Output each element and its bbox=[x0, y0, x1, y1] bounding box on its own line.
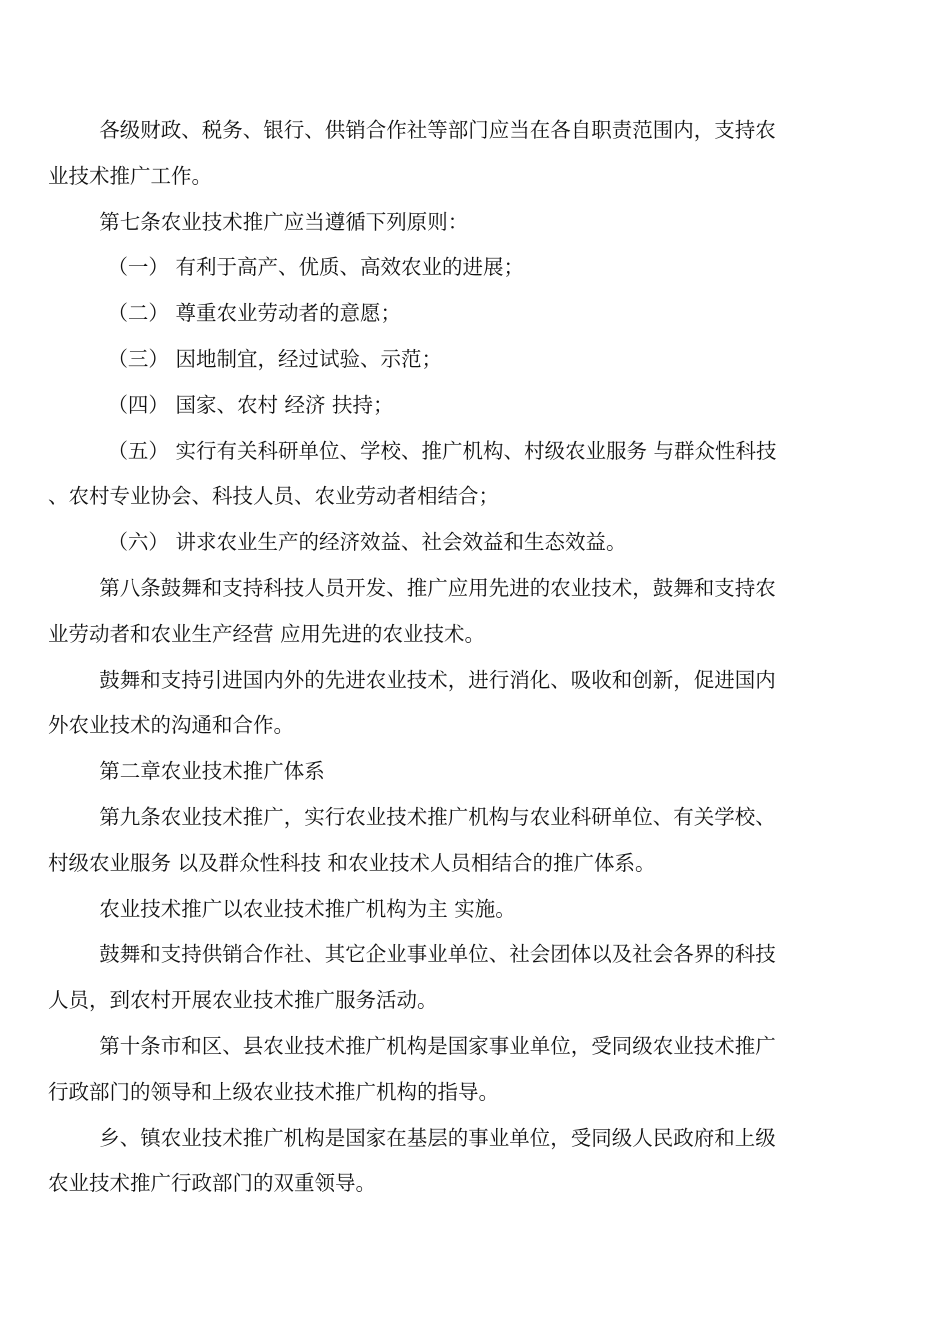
paragraph bbox=[48, 566, 894, 658]
list-item bbox=[48, 291, 894, 337]
paragraph bbox=[48, 887, 894, 933]
text-line: 乡、镇农业技术推广机构是国家在基层的事业单位，受同级人民政府和上级 bbox=[99, 1125, 776, 1150]
paragraph bbox=[48, 1024, 894, 1116]
text-line: （一） 有利于高产、优质、高效农业的进展； bbox=[107, 255, 524, 280]
text-line: 各级财政、税务、银行、供销合作社等部门应当在各自职责范围内，支持农 bbox=[99, 118, 776, 142]
list-item bbox=[48, 429, 894, 521]
text-line: 、农村专业协会、科技人员、农业劳动者相结合； bbox=[48, 484, 499, 509]
paragraph bbox=[48, 749, 894, 795]
list-item bbox=[48, 520, 894, 566]
text-line: 业技术推广工作。 bbox=[48, 163, 212, 188]
list-item bbox=[48, 337, 894, 383]
text-line: 第二章农业技术推广体系 bbox=[99, 759, 325, 784]
list-item bbox=[48, 383, 894, 429]
text-line: 农业技术推广行政部门的双重领导。 bbox=[48, 1171, 376, 1196]
text-line: 第九条农业技术推广，实行农业技术推广机构与农业科研单位、有关学校、 bbox=[99, 804, 776, 829]
text-line: 鼓舞和支持引进国内外的先进农业技术，进行消化、吸收和创新，促进国内 bbox=[99, 667, 776, 692]
text-line: 人员，到农村开展农业技术推广服务活动。 bbox=[48, 988, 438, 1013]
text-line: （三） 因地制宜，经过试验、示范； bbox=[107, 346, 442, 371]
paragraph bbox=[48, 795, 894, 887]
list-item bbox=[48, 245, 894, 291]
text-line: 第十条市和区、县农业技术推广机构是国家事业单位，受同级农业技术推广 bbox=[99, 1033, 776, 1058]
text-line: 第七条农业技术推广应当遵循下列原则： bbox=[99, 209, 469, 234]
text-line: （五） 实行有关科研单位、学校、推广机构、村级农业服务 与群众性科技 bbox=[107, 438, 777, 463]
text-line: 农业技术推广以农业技术推广机构为主 实施。 bbox=[99, 896, 516, 921]
text-line: （六） 讲求农业生产的经济效益、社会效益和生态效益。 bbox=[107, 530, 627, 555]
paragraph bbox=[48, 108, 894, 200]
text-line: 业劳动者和农业生产经营 应用先进的农业技术。 bbox=[48, 621, 486, 646]
paragraph bbox=[48, 658, 894, 750]
paragraph bbox=[48, 200, 894, 246]
text-line: 鼓舞和支持供销合作社、其它企业事业单位、社会团体以及社会各界的科技 bbox=[99, 942, 776, 967]
text-line: 第八条鼓舞和支持科技人员开发、推广应用先进的农业技术，鼓舞和支持农 bbox=[99, 575, 776, 600]
text-line: 村级农业服务 以及群众性科技 和农业技术人员相结合的推广体系。 bbox=[48, 850, 656, 875]
document-body bbox=[48, 108, 894, 1207]
text-line: （四） 国家、农村 经济 扶持； bbox=[107, 392, 394, 417]
paragraph bbox=[48, 1116, 894, 1208]
text-line: 行政部门的领导和上级农业技术推广机构的指导。 bbox=[48, 1079, 499, 1104]
text-line: （二） 尊重农业劳动者的意愿； bbox=[107, 301, 401, 326]
text-line: 外农业技术的沟通和合作。 bbox=[48, 713, 294, 738]
paragraph bbox=[48, 932, 894, 1024]
